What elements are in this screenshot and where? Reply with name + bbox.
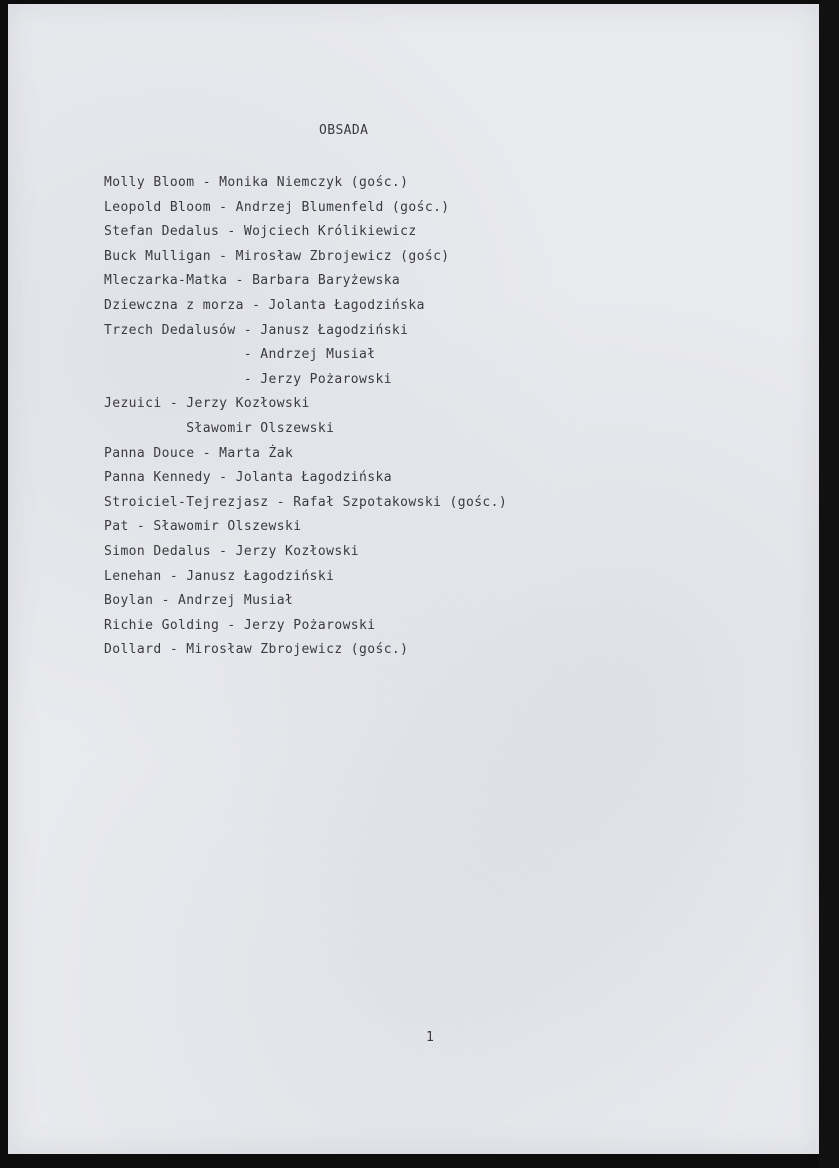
- cast-line: Pat - Sławomir Olszewski: [104, 519, 302, 535]
- cast-line: Buck Mulligan - Mirosław Zbrojewicz (gośc): [104, 248, 450, 264]
- cast-line: - Andrzej Musiał: [104, 347, 376, 363]
- cast-line: Boylan - Andrzej Musiał: [104, 593, 294, 609]
- cast-line: Molly Bloom - Monika Niemczyk (gośc.): [104, 175, 409, 190]
- page-number: 1: [426, 1030, 435, 1045]
- cast-line: Panna Douce - Marta Żak: [104, 445, 294, 461]
- document-title: OBSADA: [319, 123, 369, 138]
- cast-line: Mleczarka-Matka - Barbara Baryżewska: [104, 273, 401, 289]
- cast-line: Stefan Dedalus - Wojciech Królikiewicz: [104, 224, 417, 240]
- cast-line: Sławomir Olszewski: [104, 420, 335, 436]
- cast-line: Simon Dedalus - Jerzy Kozłowski: [104, 543, 360, 559]
- cast-line: Leopold Bloom - Andrzej Blumenfeld (gośc.): [104, 199, 450, 215]
- cast-line: - Jerzy Pożarowski: [104, 371, 392, 387]
- cast-line: Jezuici - Jerzy Kozłowski: [104, 396, 310, 412]
- cast-line: Richie Golding - Jerzy Pożarowski: [104, 617, 376, 633]
- cast-line: Panna Kennedy - Jolanta Łagodzińska: [104, 470, 392, 486]
- cast-line: Dziewczna z morza - Jolanta Łagodzińska: [104, 297, 425, 313]
- cast-line: Lenehan - Janusz Łagodziński: [104, 568, 335, 584]
- paper-page: [8, 4, 819, 1154]
- cast-line: Dollard - Mirosław Zbrojewicz (gośc.): [104, 642, 409, 658]
- cast-line: Stroiciel-Tejrezjasz - Rafał Szpotakowski (gośc.): [104, 494, 508, 510]
- scan-border: [819, 0, 839, 1168]
- cast-line: Trzech Dedalusów - Janusz Łagodziński: [104, 322, 409, 338]
- cast-list: [104, 173, 507, 665]
